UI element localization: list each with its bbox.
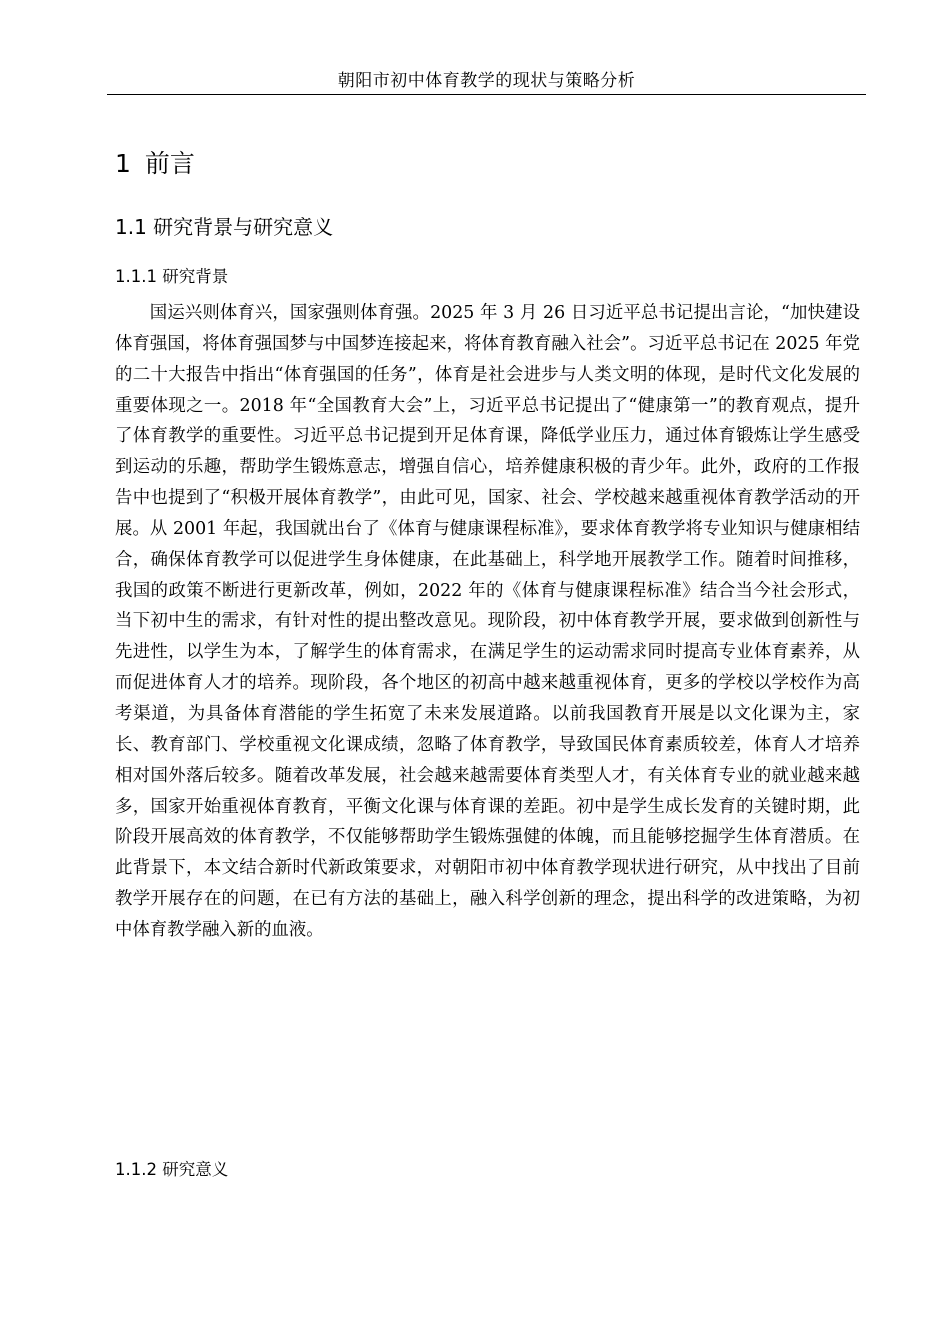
chapter-title: 前言 <box>144 149 195 178</box>
subsection-heading-significance: 1.1.2 研究意义 <box>115 1160 229 1179</box>
chapter-heading <box>115 146 195 182</box>
body-paragraph: 国运兴则体育兴，国家强则体育强。2025 年 3 月 26 日习近平总书记提出言论，“加快建设体育强国，将体育强国梦与中国梦连接起来，将体育教育融入社会”。习近平总书记在 2025 年党的二十大报告中指出“体育强国的任务”，体育是社会进步与人类文明的体现，是时代文化发展的重要体现之一。2018 年“全国教育大会”上，习近平总书记提出了“健康第一”的教育观点，提升了体育教学的重要性。习近平总书记提到开足体育课，降低学业压力，通过体育锻炼让学生感受到运动的乐趣，帮助学生锻炼意志，增强自信心，培养健康积极的青少年。此外，政府的工作报告中也提到了“积极开展体育教学”，由此可见，国家、社会、学校越来越重视体育教学活动的开展。从 2001 年起，我国就出台了《体育与健康课程标准》，要求体育教学将专业知识与健康相结合，确保体育教学可以促进学生身体健康，在此基础上，科学地开展教学工作。随着时间推移，我国的政策不断进行更新改革，例如，2022 年的《体育与健康课程标准》结合当今社会形式，当下初中生的需求，有针对性的提出整改意见。现阶段，初中体育教学开展，要求做到创新性与先进性，以学生为本，了解学生的体育需求，在满足学生的运动需求同时提高专业体育素养，从而促进体育人才的培养。现阶段，各个地区的初高中越来越重视体育，更多的学校以学校作为高考渠道，为具备体育潜能的学生拓宽了未来发展道路。以前我国教育开展是以文化课为主，家长、教育部门、学校重视文化课成绩，忽略了体育教学，导致国民体育素质较差，体育人才培养相对国外落后较多。随着改革发展，社会越来越需要体育类型人才，有关体育专业的就业越来越多，国家开始重视体育教育，平衡文化课与体育课的差距。初中是学生成长发育的关键时期，此阶段开展高效的体育教学，不仅能够帮助学生锻炼强健的体魄，而且能够挖掘学生体育潜质。在此背景下，本文结合新时代新政策要求，对朝阳市初中体育教学现状进行研究，从中找出了目前教学开展存在的问题，在已有方法的基础上，融入科学创新的理念，提出科学的改进策略，为初中体育教学融入新的血液。 <box>115 303 860 940</box>
subsection-heading-background: 1.1.1 研究背景 <box>115 267 229 286</box>
chapter-number: 1 <box>115 149 131 178</box>
section-heading: 1.1 研究背景与研究意义 <box>115 215 334 239</box>
running-header: 朝阳市初中体育教学的现状与策略分析 <box>107 68 866 95</box>
